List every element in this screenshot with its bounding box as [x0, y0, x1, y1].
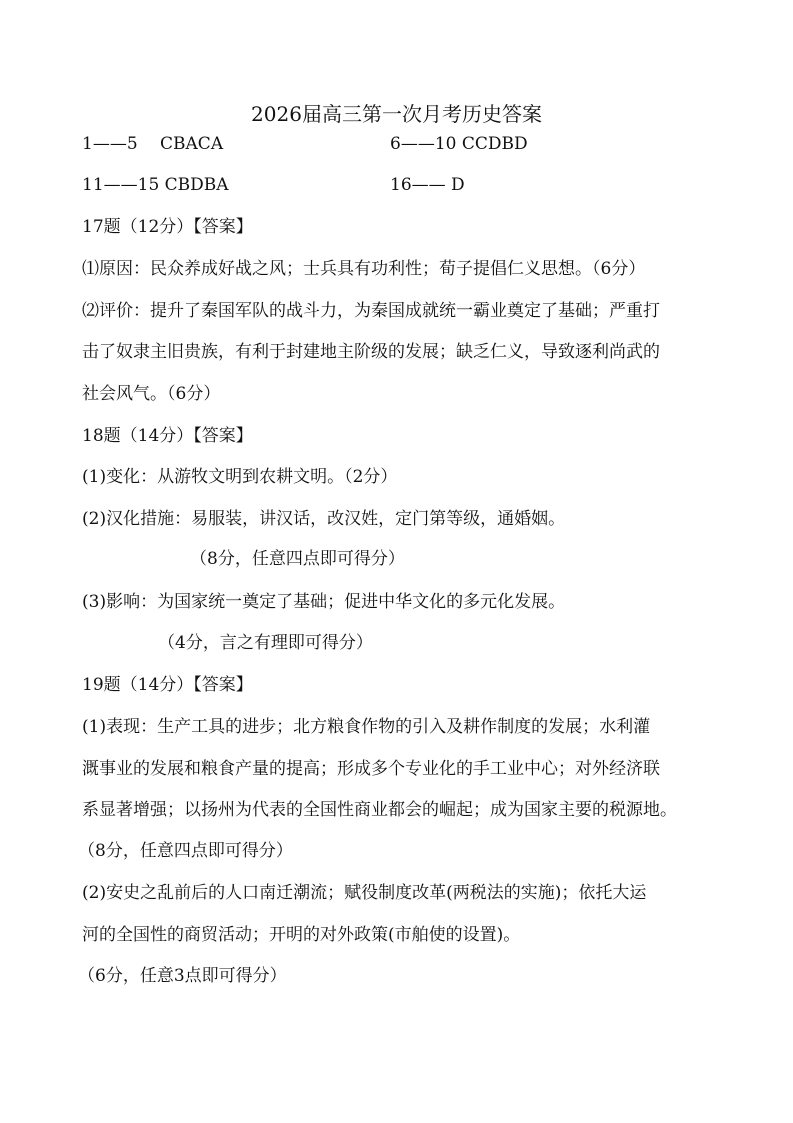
- q19-heading: 19题（14分）【答案】: [82, 675, 253, 695]
- mc-answers-11-15: 11——15 CBDBA: [82, 175, 229, 195]
- q17-heading: 17题（12分）【答案】: [82, 217, 253, 237]
- mc-answers-6-10: 6——10 CCDBD: [390, 134, 528, 154]
- q17-part2-line1: ⑵评价：提升了秦国军队的战斗力，为秦国成就统一霸业奠定了基础；严重打: [82, 301, 660, 321]
- q19-part2-note: （6分，任意3点即可得分）: [78, 966, 287, 986]
- mc-answers-1-5: 1——5 CBACA: [82, 134, 224, 154]
- q19-part2-line1: (2)安史之乱前后的人口南迁潮流；赋役制度改革(两税法的实施)；依托大运: [82, 883, 647, 903]
- q17-part2-line3: 社会风气。（6分）: [82, 384, 221, 404]
- q18-heading: 18题（14分）【答案】: [82, 426, 253, 446]
- q18-part3: (3)影响：为国家统一奠定了基础；促进中华文化的多元化发展。: [82, 592, 566, 612]
- q18-part2-note: （8分，任意四点即可得分）: [190, 549, 405, 569]
- q18-part3-note: （4分，言之有理即可得分）: [158, 633, 373, 653]
- q17-part1: ⑴原因：民众养成好战之风；士兵具有功利性；荀子提倡仁义思想。（6分）: [82, 259, 646, 279]
- q19-part2-line2: 河的全国性的商贸活动；开明的对外政策(市舶使的设置)。: [82, 925, 521, 945]
- q19-part1-line2: 溉事业的发展和粮食产量的提高；形成多个专业化的手工业中心；对外经济联: [82, 759, 660, 779]
- q17-part2-line2: 击了奴隶主旧贵族，有利于封建地主阶级的发展；缺乏仁义，导致逐利尚武的: [82, 342, 660, 362]
- q19-part1-line1: (1)表现：生产工具的进步；北方粮食作物的引入及耕作制度的发展；水利灌: [82, 717, 651, 737]
- page-title: 2026届高三第一次月考历史答案: [251, 102, 542, 126]
- q19-part1-line3: 系显著增强；以扬州为代表的全国性商业都会的崛起；成为国家主要的税源地。: [82, 800, 677, 820]
- q18-part2: (2)汉化措施：易服装，讲汉话，改汉姓，定门第等级，通婚姻。: [82, 509, 566, 529]
- q18-part1: (1)变化：从游牧文明到农耕文明。（2分）: [82, 467, 398, 487]
- q19-part1-note: （8分，任意四点即可得分）: [78, 841, 293, 861]
- mc-answers-16: 16—— D: [390, 175, 465, 195]
